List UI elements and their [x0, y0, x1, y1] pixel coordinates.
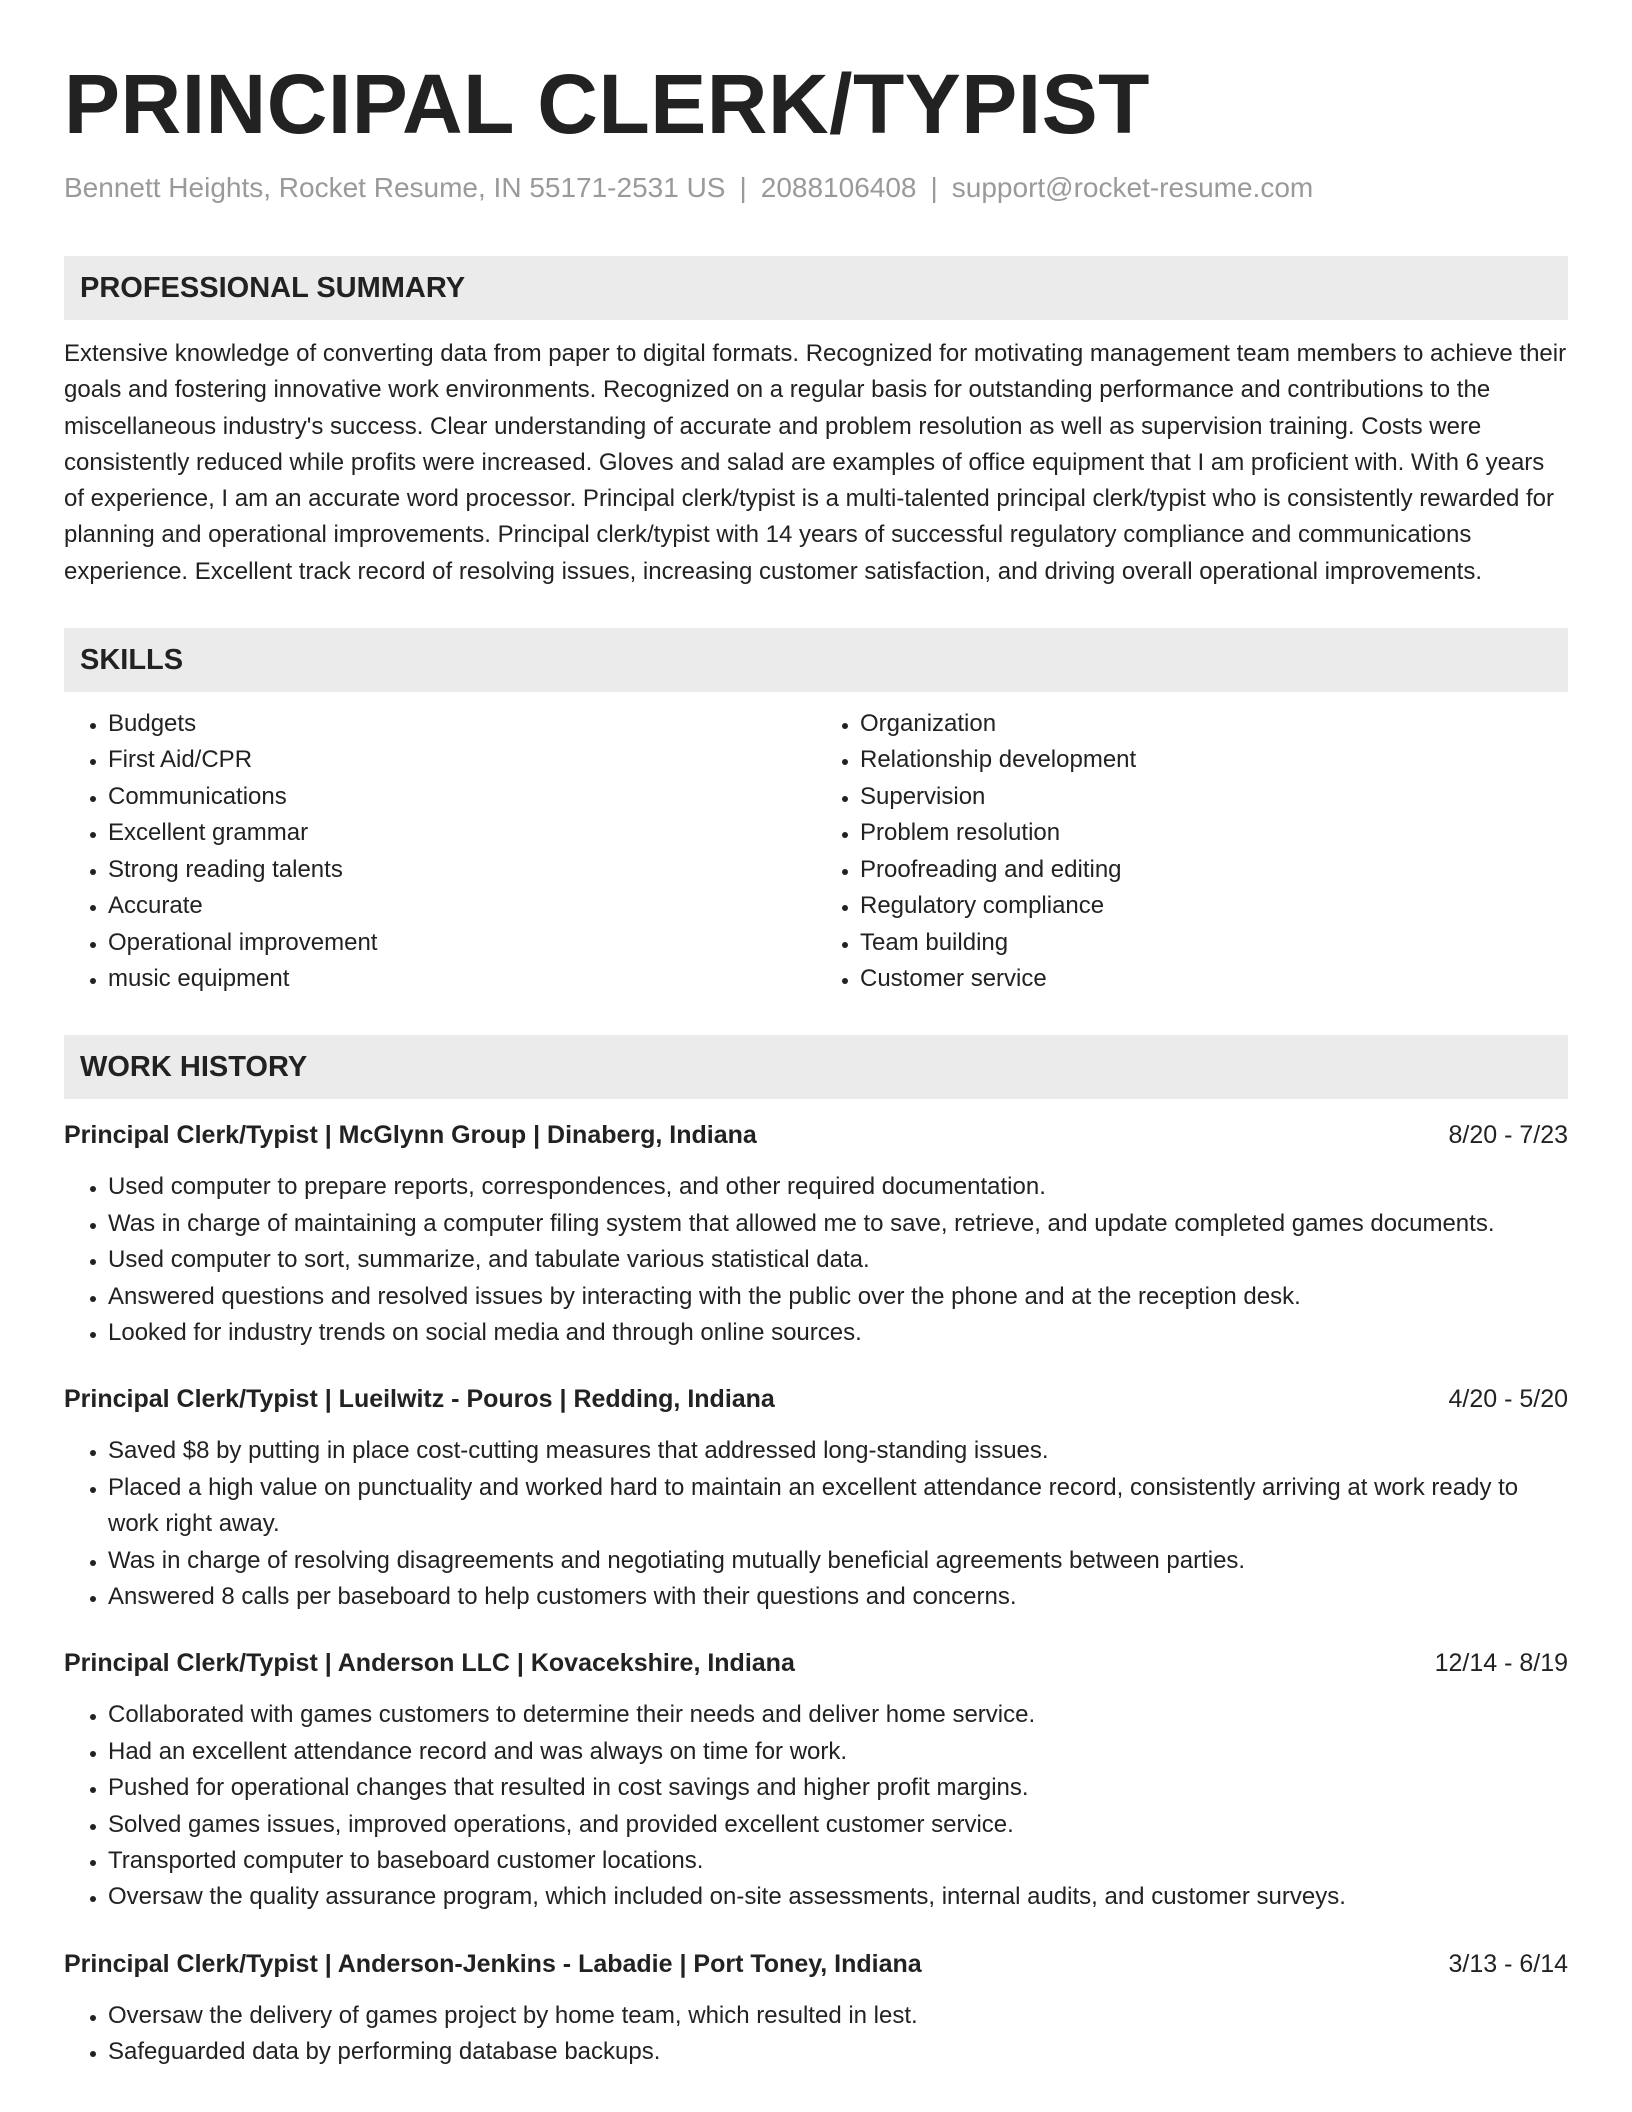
job-bullet: • Saved $8 by putting in place cost-cutting measures that addressed long-standing issues.: [108, 1433, 1568, 1469]
job-bullet: • Collaborated with games customers to determine their needs and deliver home service.: [108, 1697, 1568, 1733]
resume-page: [64, 56, 1568, 2071]
job-entry: [64, 1946, 1568, 2071]
job-bullet: • Used computer to sort, summarize, and tabulate various statistical data.: [108, 1242, 1568, 1278]
summary-text: Extensive knowledge of converting data from paper to digital formats. Recognized for motivating management team members to achieve their goals and fostering innovative work environments. Recognized on a regular basis for outstanding performance and contributions to the miscellaneous industry's success. Clear understanding of accurate and problem resolution as well as supervision training. Costs were consistently reduced while profits were increased. Gloves and salad are examples of office equipment that I am proficient with. With 6 years of experience, I am an accurate word processor. Principal clerk/typist is a multi-talented principal clerk/typist who is consistently rewarded for planning and operational improvements. Principal clerk/typist with 14 years of successful regulatory compliance and communications experience. Excellent track record of resolving issues, increasing customer satisfaction, and driving overall operational improvements.: [64, 340, 1567, 585]
contact-email: support@rocket-resume.com: [951, 172, 1314, 203]
job-header: [64, 1645, 1568, 1681]
contact-separator: |: [739, 172, 747, 203]
contact-separator: |: [930, 172, 938, 203]
job-bullet: • Answered questions and resolved issues by interacting with the public over the phone and at the reception desk.: [108, 1279, 1568, 1315]
resume-name: PRINCIPAL CLERK/TYPIST: [64, 57, 1150, 151]
job-bullet: • Used computer to prepare reports, correspondences, and other required documentation.: [108, 1169, 1568, 1205]
job-title: Principal Clerk/Typist | Anderson-Jenkins - Labadie | Port Toney, Indiana: [64, 1949, 922, 1978]
job-bullet: • Transported computer to baseboard customer locations.: [108, 1843, 1568, 1879]
skill-item: • Proofreading and editing: [860, 852, 1568, 888]
job-bullet: • Safeguarded data by performing database backups.: [108, 2034, 1568, 2070]
contact-address: Bennett Heights, Rocket Resume, IN 55171-2531 US: [64, 172, 726, 203]
job-bullets: [64, 1697, 1568, 1915]
job-bullet: • Solved games issues, improved operations, and provided excellent customer service.: [108, 1807, 1568, 1843]
job-entry: [64, 1645, 1568, 1915]
skill-item: • Budgets: [108, 706, 816, 742]
skill-item: • Accurate: [108, 888, 816, 924]
skill-item: • Problem resolution: [860, 815, 1568, 851]
work-history-heading: WORK HISTORY: [64, 1035, 1568, 1099]
job-header: [64, 1946, 1568, 1982]
job-bullet: • Placed a high value on punctuality and worked hard to maintain an excellent attendance record, consistently arriving at work ready to work right away.: [108, 1470, 1568, 1543]
contact-phone: 2088106408: [760, 172, 917, 203]
job-bullets: [64, 1998, 1568, 2071]
job-bullets: [64, 1433, 1568, 1615]
skill-item: • Strong reading talents: [108, 852, 816, 888]
skill-item: • Customer service: [860, 961, 1568, 997]
job-bullet: • Was in charge of maintaining a computer filing system that allowed me to save, retrieve, and update completed games documents.: [108, 1206, 1568, 1242]
skill-item: • Operational improvement: [108, 925, 816, 961]
job-dates: 3/13 - 6/14: [1448, 1949, 1568, 1978]
skills-list-right: [816, 706, 1568, 997]
job-title: Principal Clerk/Typist | Lueilwitz - Pouros | Redding, Indiana: [64, 1385, 775, 1414]
job-bullet: • Looked for industry trends on social media and through online sources.: [108, 1315, 1568, 1351]
job-title: Principal Clerk/Typist | Anderson LLC | Kovacekshire, Indiana: [64, 1649, 795, 1678]
skills-heading: SKILLS: [64, 628, 1568, 692]
job-bullet: • Was in charge of resolving disagreements and negotiating mutually beneficial agreements between parties.: [108, 1543, 1568, 1579]
skill-item: • Regulatory compliance: [860, 888, 1568, 924]
summary-heading: PROFESSIONAL SUMMARY: [64, 256, 1568, 320]
skills-columns: [64, 706, 1568, 997]
job-dates: 8/20 - 7/23: [1448, 1121, 1568, 1150]
skill-item: • Relationship development: [860, 742, 1568, 778]
job-bullet: • Answered 8 calls per baseboard to help customers with their questions and concerns.: [108, 1579, 1568, 1615]
skill-item: • Communications: [108, 779, 816, 815]
job-bullets: [64, 1169, 1568, 1351]
job-bullet: • Oversaw the quality assurance program, which included on-site assessments, internal audits, and customer surveys.: [108, 1879, 1568, 1915]
job-entry: [64, 1381, 1568, 1615]
job-bullet: • Oversaw the delivery of games project by home team, which resulted in lest.: [108, 1998, 1568, 2034]
skill-item: • music equipment: [108, 961, 816, 997]
contact-line: [64, 170, 1568, 206]
job-title: Principal Clerk/Typist | McGlynn Group | Dinaberg, Indiana: [64, 1121, 757, 1150]
skill-item: • Organization: [860, 706, 1568, 742]
job-dates: 12/14 - 8/19: [1434, 1649, 1568, 1678]
job-header: [64, 1381, 1568, 1417]
job-entry: [64, 1117, 1568, 1351]
skill-item: • Excellent grammar: [108, 815, 816, 851]
job-bullet: • Had an excellent attendance record and was always on time for work.: [108, 1734, 1568, 1770]
skill-item: • First Aid/CPR: [108, 742, 816, 778]
job-dates: 4/20 - 5/20: [1448, 1385, 1568, 1414]
skills-list-left: [64, 706, 816, 997]
skill-item: • Supervision: [860, 779, 1568, 815]
job-bullet: • Pushed for operational changes that resulted in cost savings and higher profit margins.: [108, 1770, 1568, 1806]
skill-item: • Team building: [860, 925, 1568, 961]
job-header: [64, 1117, 1568, 1153]
